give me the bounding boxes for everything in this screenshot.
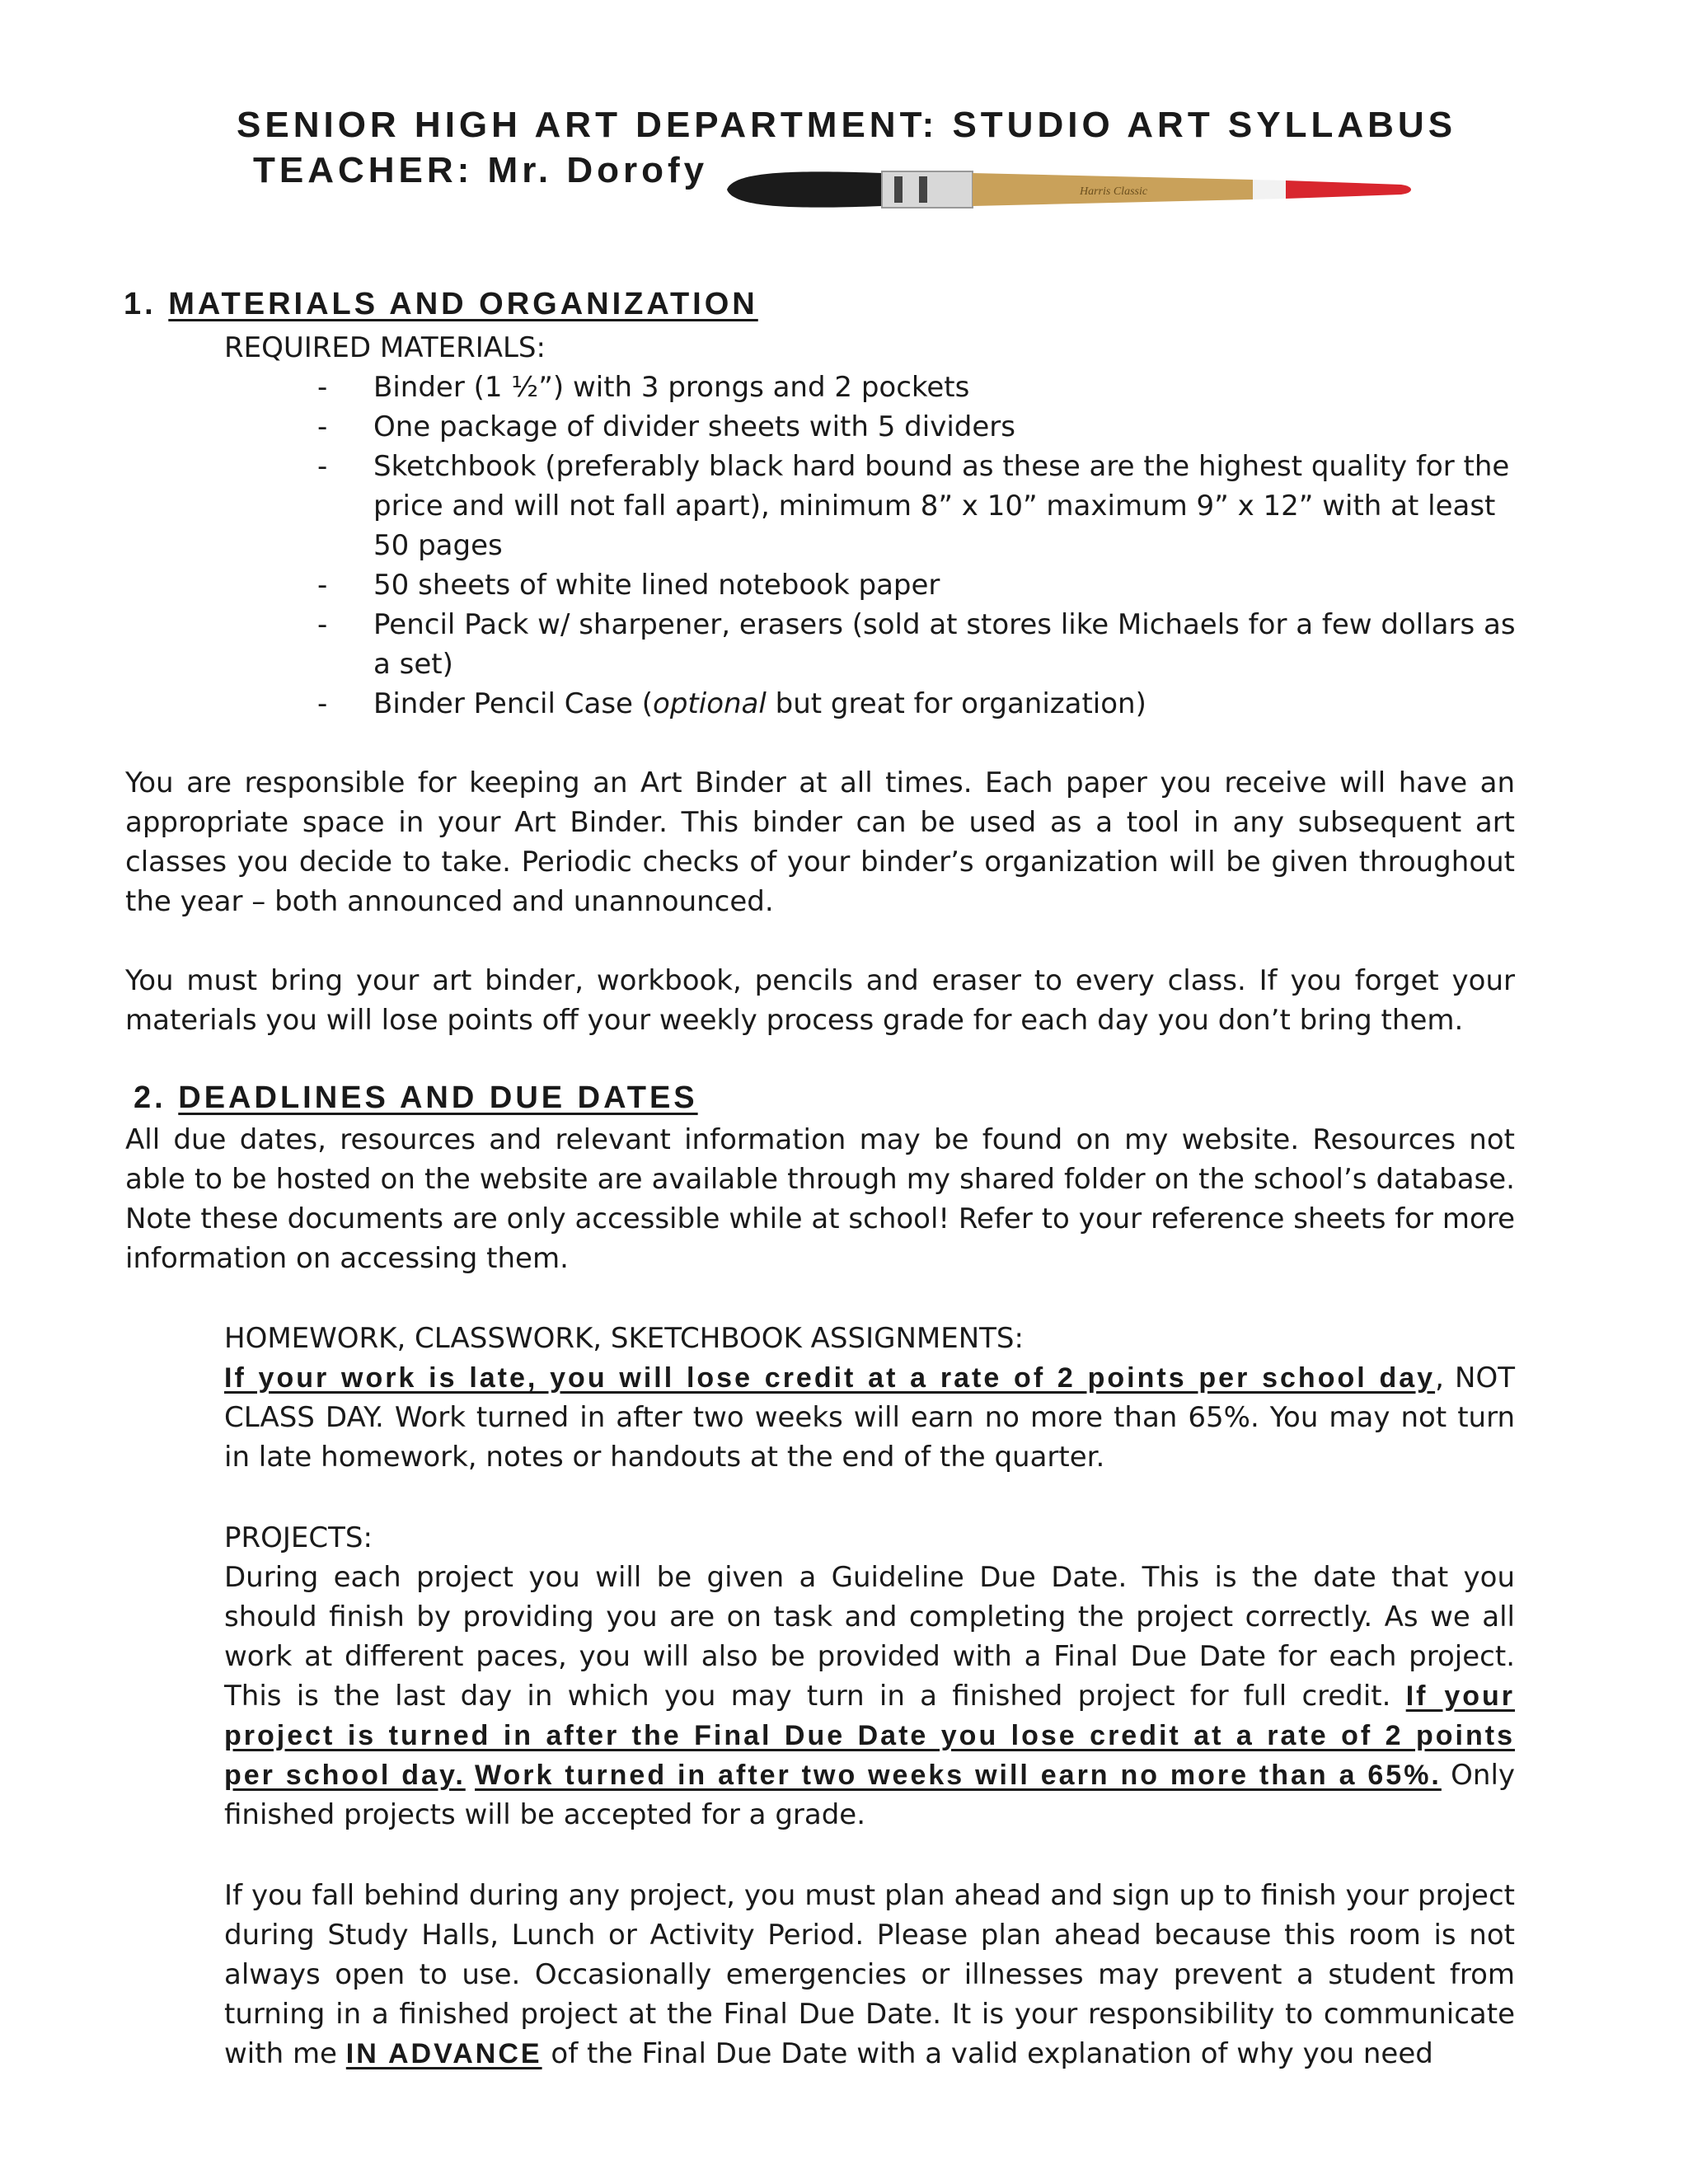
section-2-title: DEADLINES AND DUE DATES [178, 1080, 698, 1115]
projects-end-text: Only finished projects will be accepted for a grade. [224, 1759, 1516, 1831]
fall-behind-text: If you fall behind during any project, you must plan ahead and sign up to finish your project during Study Halls, Lunch or Activity Period. Please plan ahead because this room is not always open to use. Occasionally emergencies or illnesses may prevent a student from turning in a finished project at the Final Due Date. It is your responsibility to communicate with me [224, 1879, 1515, 2070]
deadlines-intro-paragraph [125, 1120, 1515, 1278]
section-2-heading [134, 1078, 698, 1118]
section-2-number: 2. [134, 1080, 166, 1115]
list-item: - Pencil Pack w/ sharpener, erasers (sold at stores like Michaels for a few dollars as a set) [317, 608, 1516, 681]
brush-tip [1286, 180, 1411, 199]
list-item-text: One package of divider sheets with 5 dividers [373, 410, 1015, 443]
brush-bristles [727, 171, 882, 207]
projects-paragraph [224, 1558, 1515, 1835]
list-item: - Sketchbook (preferably black hard bound as these are the highest quality for the price and will not fall apart), minimum 8” x 10” maximum 9” x 12” with at least 50 pages [317, 450, 1510, 562]
fall-behind-end-text: of the Final Due Date with a valid explanation of why you need [542, 2037, 1433, 2070]
list-item-text-post: but great for organization) [766, 687, 1146, 720]
deadlines-intro-text: All due dates, resources and relevant information may be found on my website. Resources not able to be hosted on the website are available through my shared folder on the school’s database. Note these documents are only accessible while at school! Refer to your reference sheets for more information on accessing them. [125, 1123, 1515, 1275]
section-1-number: 1. [124, 287, 157, 321]
list-item-text-pre: Binder Pencil Case ( [373, 687, 654, 720]
document-title: SENIOR HIGH ART DEPARTMENT: STUDIO ART SYLLABUS [237, 105, 1457, 145]
late-policy-emphasis: If your work is late, you will lose credit at a rate of 2 points per school day [224, 1362, 1436, 1394]
paintbrush-illustration [725, 165, 1418, 214]
homework-label: HOMEWORK, CLASSWORK, SKETCHBOOK ASSIGNMENTS: [224, 1322, 1024, 1355]
projects-label: PROJECTS: [224, 1521, 373, 1554]
binder-paragraph [125, 763, 1515, 921]
binder-paragraph-text: You are responsible for keeping an Art Binder at all times. Each paper you receive will have an appropriate space in your Art Binder. This binder can be used as a tool in any subsequent art classes you decide to take. Periodic checks of your binder’s organization will be given throughout the year – both announced and unannounced. [125, 766, 1515, 918]
projects-text: During each project you will be given a Guideline Due Date. This is the date that you should finish by providing you are on task and completing the project correctly. As we all work at different paces, you will also be provided with a Final Due Date for each project. This is the last day in which you may turn in a finished project for full credit. [224, 1561, 1515, 1713]
projects-late-emphasis: If your project is turned in after the Final Due Date you lose credit at a rate of 2 points per school day. [224, 1680, 1515, 1791]
fall-behind-paragraph [224, 1876, 1515, 2074]
list-item: - 50 sheets of white lined notebook paper [317, 569, 940, 602]
homework-paragraph [224, 1358, 1515, 1477]
list-item: - Binder (1 ½”) with 3 prongs and 2 pockets [317, 371, 970, 404]
materials-paragraph [125, 961, 1515, 1040]
projects-cap-emphasis: Work turned in after two weeks will earn no more than a 65%. [475, 1760, 1442, 1791]
in-advance-emphasis: IN ADVANCE [345, 2038, 542, 2069]
section-1-heading [124, 284, 758, 324]
list-item-text: Pencil Pack w/ sharpener, erasers (sold at stores like Michaels for a few dollars as a set) [373, 608, 1516, 681]
materials-paragraph-text: You must bring your art binder, workbook, pencils and eraser to every class. If you forget your materials you will lose points off your weekly process grade for each day you don’t bring them. [125, 964, 1515, 1037]
list-item: - Binder Pencil Case (optional but great for organization) [317, 687, 1146, 720]
list-item-text: 50 sheets of white lined notebook paper [373, 569, 940, 602]
brush-label: Harris Classic [1080, 185, 1148, 198]
section-1-title: MATERIALS AND ORGANIZATION [168, 287, 758, 321]
materials-list [317, 368, 1521, 724]
list-item-text: Sketchbook (preferably black hard bound as these are the highest quality for the price and will not fall apart), minimum 8” x 10” maximum 9” x 12” with at least 50 pages [373, 450, 1510, 562]
list-item-text: Binder (1 ½”) with 3 prongs and 2 pockets [373, 371, 970, 404]
list-item: - One package of divider sheets with 5 dividers [317, 410, 1015, 443]
homework-text: , NOT CLASS DAY. Work turned in after two weeks will earn no more than 65%. You may not turn in late homework, notes or handouts at the end of the quarter. [224, 1361, 1515, 1474]
required-materials-label: REQUIRED MATERIALS: [224, 331, 546, 364]
list-item-emphasis: optional [653, 687, 767, 720]
teacher-name: TEACHER: Mr. Dorofy [253, 150, 709, 190]
